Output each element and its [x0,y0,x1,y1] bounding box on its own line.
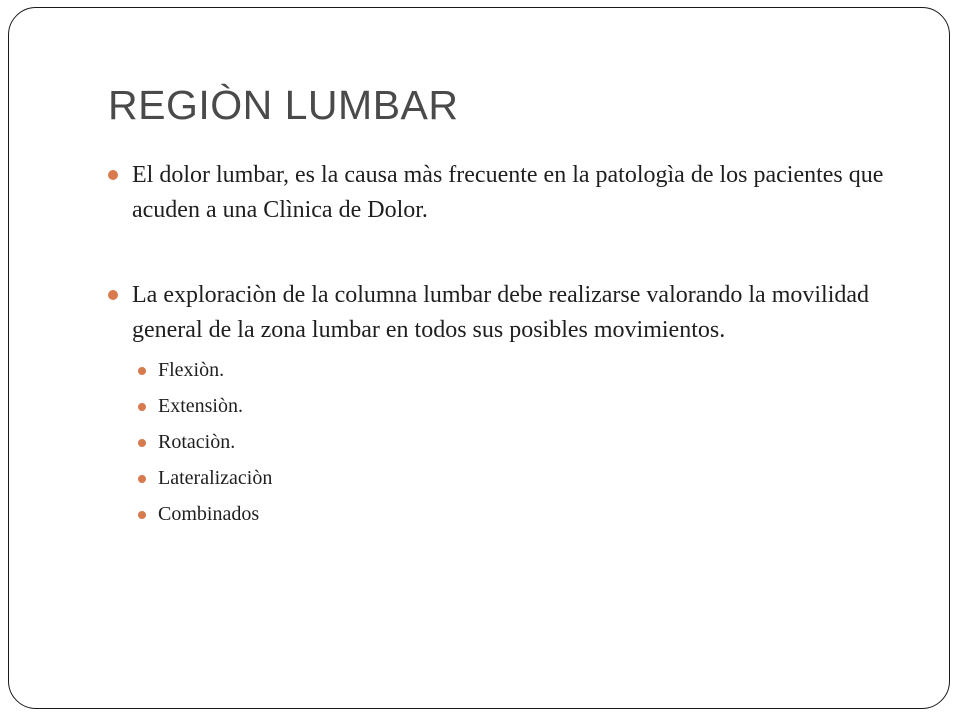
sub-bullet-item [134,502,884,526]
sub-bullet-dot-icon [138,511,146,519]
sub-bullet-dot-icon [138,439,146,447]
sub-bullet-text: Combinados [158,503,260,525]
sub-bullet-dot-icon [138,475,146,483]
slide-content [104,158,884,538]
sub-bullet-item [134,394,884,418]
sub-bullet-item [134,430,884,454]
bullet-dot-icon [108,170,118,180]
sub-bullet-dot-icon [138,367,146,375]
slide-title: REGIÒN LUMBAR [108,82,459,128]
sub-bullet-text: Lateralizaciòn [158,467,273,489]
sub-bullet-dot-icon [138,403,146,411]
bullet-dot-icon [108,290,118,300]
bullet-text: El dolor lumbar, es la causa màs frecuente en la patologìa de los pacientes que acuden a una Clìnica de Dolor. [132,162,884,223]
bullet-text: La exploraciòn de la columna lumbar debe realizarse valorando la movilidad general de la zona lumbar en todos sus posibles movimientos. [132,282,870,343]
bullet-item [104,158,884,228]
bullet-item [104,278,884,348]
sub-bullet-text: Extensiòn. [158,395,243,417]
sub-bullet-text: Flexiòn. [158,359,225,381]
sub-bullet-list [134,358,884,526]
sub-bullet-item [134,358,884,382]
sub-bullet-item [134,466,884,490]
sub-bullet-text: Rotaciòn. [158,431,236,453]
